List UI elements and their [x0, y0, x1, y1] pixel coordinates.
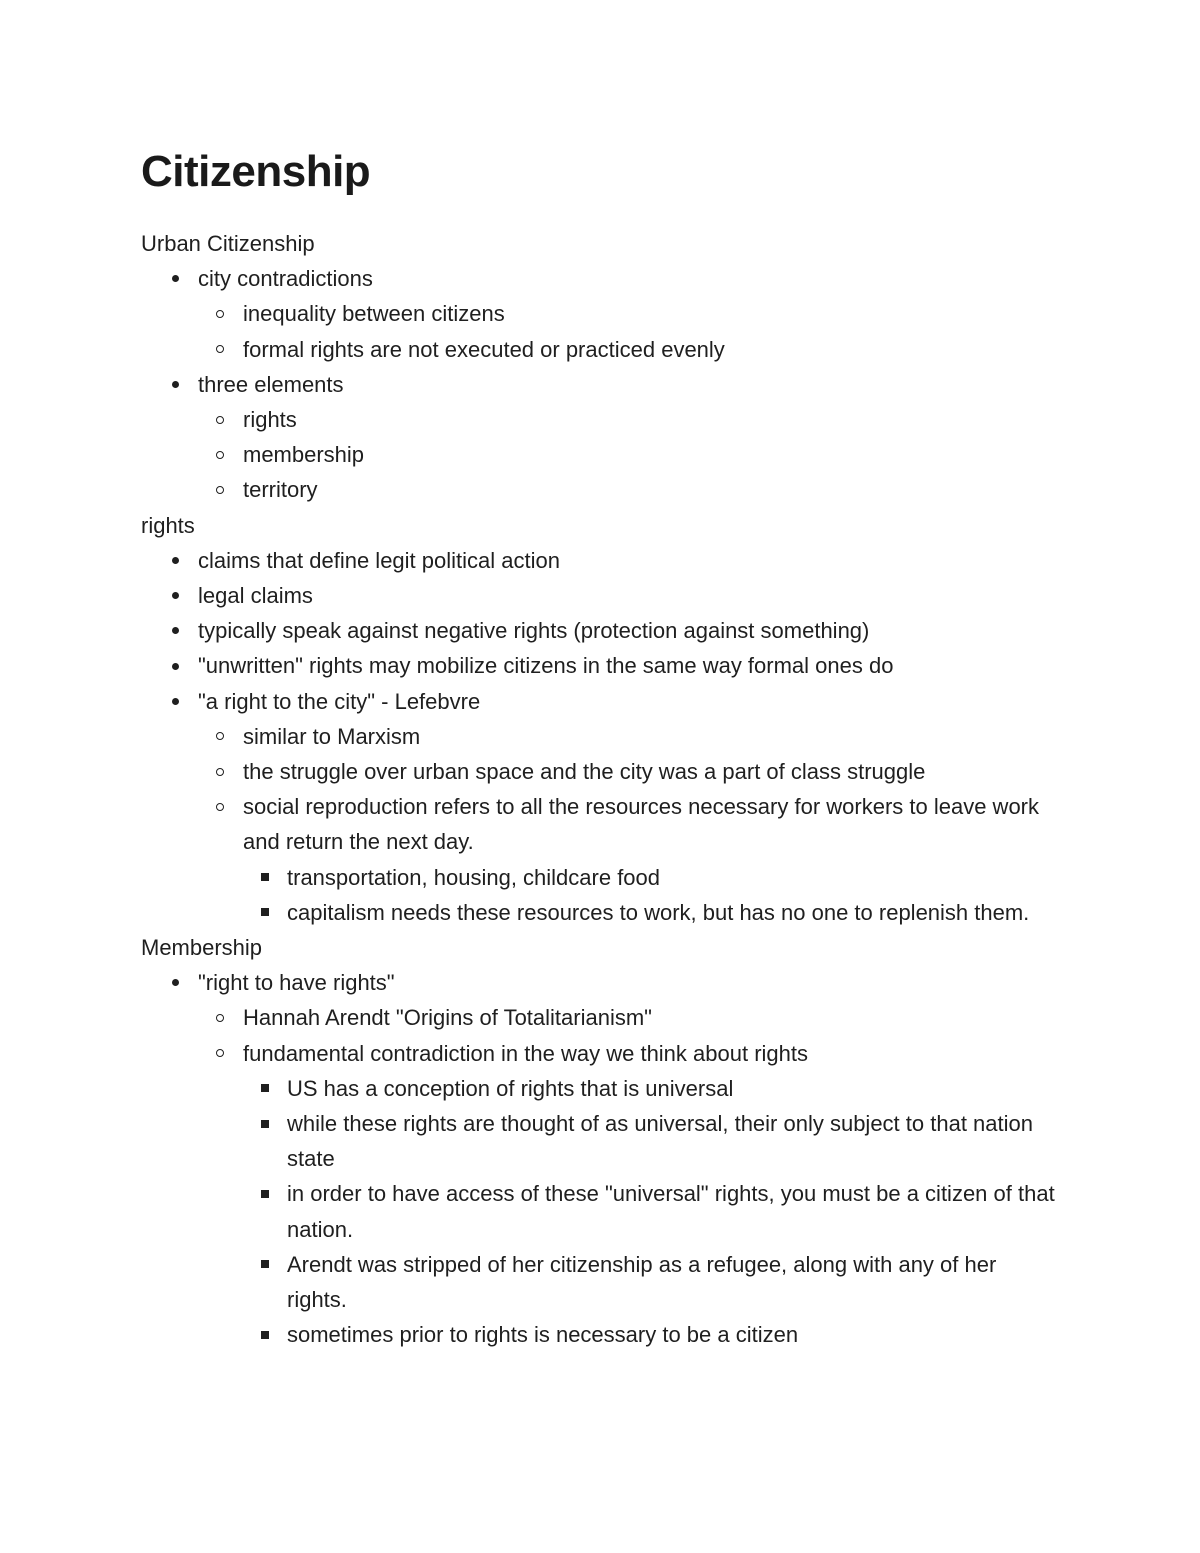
- list-item: [141, 1036, 1061, 1071]
- list-item: [141, 472, 1061, 507]
- list-item: [141, 543, 1061, 578]
- list-item: [141, 613, 1061, 648]
- nested-list-container: [141, 1000, 1061, 1352]
- bullet-list-level-3: [141, 1071, 1061, 1353]
- nested-list-container: [141, 402, 1061, 508]
- list-item-text: the struggle over urban space and the city was a part of class struggle: [243, 759, 926, 785]
- bullet-circle-icon: [216, 789, 224, 824]
- document-body: [141, 226, 1061, 1353]
- bullet-square-icon: [261, 1176, 269, 1211]
- bullet-circle-icon: [216, 719, 224, 754]
- bullet-dot-icon: [172, 261, 179, 296]
- page-title: Citizenship: [141, 147, 371, 196]
- list-item: [141, 437, 1061, 472]
- list-item: [141, 1317, 1061, 1352]
- list-item-text: typically speak against negative rights (protection against something): [198, 618, 870, 644]
- bullet-dot-icon: [172, 543, 179, 578]
- list-item: [141, 1106, 1061, 1176]
- list-item-text: transportation, housing, childcare food: [287, 864, 661, 890]
- list-item: [141, 1247, 1061, 1317]
- list-item: [141, 684, 1061, 719]
- bullet-circle-icon: [216, 332, 224, 367]
- list-item-text: "right to have rights": [198, 970, 395, 996]
- list-item-text: legal claims: [198, 583, 313, 609]
- bullet-circle-icon: [216, 472, 224, 507]
- bullet-square-icon: [261, 1106, 269, 1141]
- nested-list-container: [141, 719, 1061, 930]
- bullet-list-level-2: [141, 296, 1061, 366]
- list-item-text: territory: [243, 477, 318, 503]
- section-heading: Urban Citizenship: [141, 231, 315, 256]
- bullet-square-icon: [261, 1071, 269, 1106]
- bullet-circle-icon: [216, 402, 224, 437]
- list-item-text: similar to Marxism: [243, 723, 421, 749]
- list-item-text: "a right to the city" - Lefebvre: [198, 688, 481, 714]
- list-item: [141, 296, 1061, 331]
- list-item: [141, 789, 1061, 859]
- bullet-dot-icon: [172, 613, 179, 648]
- list-item: [141, 965, 1061, 1000]
- list-item-text: formal rights are not executed or practiced evenly: [243, 336, 725, 362]
- bullet-dot-icon: [172, 367, 179, 402]
- nested-list-container: [141, 1071, 1061, 1353]
- bullet-circle-icon: [216, 437, 224, 472]
- list-item: [141, 1176, 1061, 1246]
- list-item-text: claims that define legit political action: [198, 547, 560, 573]
- list-item-text: city contradictions: [198, 266, 373, 292]
- nested-list-container: [141, 296, 1061, 366]
- bullet-list-level-2: [141, 719, 1061, 930]
- bullet-list-level-1: [141, 965, 1061, 1352]
- section-heading: rights: [141, 512, 195, 538]
- bullet-list-level-1: [141, 543, 1061, 930]
- list-item-text: capitalism needs these resources to work, but has no one to replenish them.: [287, 899, 1030, 925]
- list-item: [141, 1000, 1061, 1035]
- section-heading: Membership: [141, 935, 263, 961]
- bullet-circle-icon: [216, 1000, 224, 1035]
- list-item-text: fundamental contradiction in the way we think about rights: [243, 1040, 808, 1066]
- list-item: [141, 648, 1061, 683]
- bullet-square-icon: [261, 1317, 269, 1352]
- list-item-text: sometimes prior to rights is necessary to be a citizen: [287, 1322, 799, 1348]
- list-item: [141, 860, 1061, 895]
- list-item-text: Arendt was stripped of her citizenship as a refugee, along with any of her rights.: [287, 1251, 997, 1313]
- list-item-text: three elements: [198, 371, 344, 397]
- bullet-list-level-1: [141, 261, 1061, 507]
- list-item: [141, 402, 1061, 437]
- bullet-dot-icon: [172, 648, 179, 683]
- list-item: [141, 578, 1061, 613]
- list-item-text: "unwritten" rights may mobilize citizens in the same way formal ones do: [198, 653, 894, 679]
- bullet-dot-icon: [172, 684, 179, 719]
- document-page: [141, 140, 1061, 1353]
- bullet-list-level-3: [141, 860, 1061, 930]
- list-item-text: membership: [243, 442, 365, 468]
- bullet-dot-icon: [172, 578, 179, 613]
- list-item: [141, 895, 1061, 930]
- bullet-dot-icon: [172, 965, 179, 1000]
- list-item-text: while these rights are thought of as universal, their only subject to that nation state: [287, 1111, 1033, 1172]
- list-item-text: inequality between citizens: [243, 301, 505, 327]
- list-item: [141, 719, 1061, 754]
- list-item: [141, 367, 1061, 402]
- list-item-text: US has a conception of rights that is universal: [287, 1075, 734, 1101]
- list-item: [141, 1071, 1061, 1106]
- bullet-list-level-2: [141, 1000, 1061, 1352]
- bullet-list-level-2: [141, 402, 1061, 508]
- list-item: [141, 261, 1061, 296]
- list-item-text: in order to have access of these "universal" rights, you must be a citizen of that nation.: [287, 1181, 1055, 1242]
- bullet-circle-icon: [216, 296, 224, 331]
- bullet-square-icon: [261, 895, 269, 930]
- nested-list-container: [141, 860, 1061, 930]
- list-item: [141, 754, 1061, 789]
- list-item-text: rights: [243, 407, 297, 433]
- bullet-circle-icon: [216, 754, 224, 789]
- bullet-circle-icon: [216, 1036, 224, 1071]
- list-item-text: Hannah Arendt "Origins of Totalitarianism": [243, 1005, 652, 1031]
- list-item: [141, 332, 1061, 367]
- bullet-square-icon: [261, 1247, 269, 1282]
- bullet-square-icon: [261, 860, 269, 895]
- list-item-text: social reproduction refers to all the resources necessary for workers to leave work and return the next day.: [243, 794, 1040, 855]
